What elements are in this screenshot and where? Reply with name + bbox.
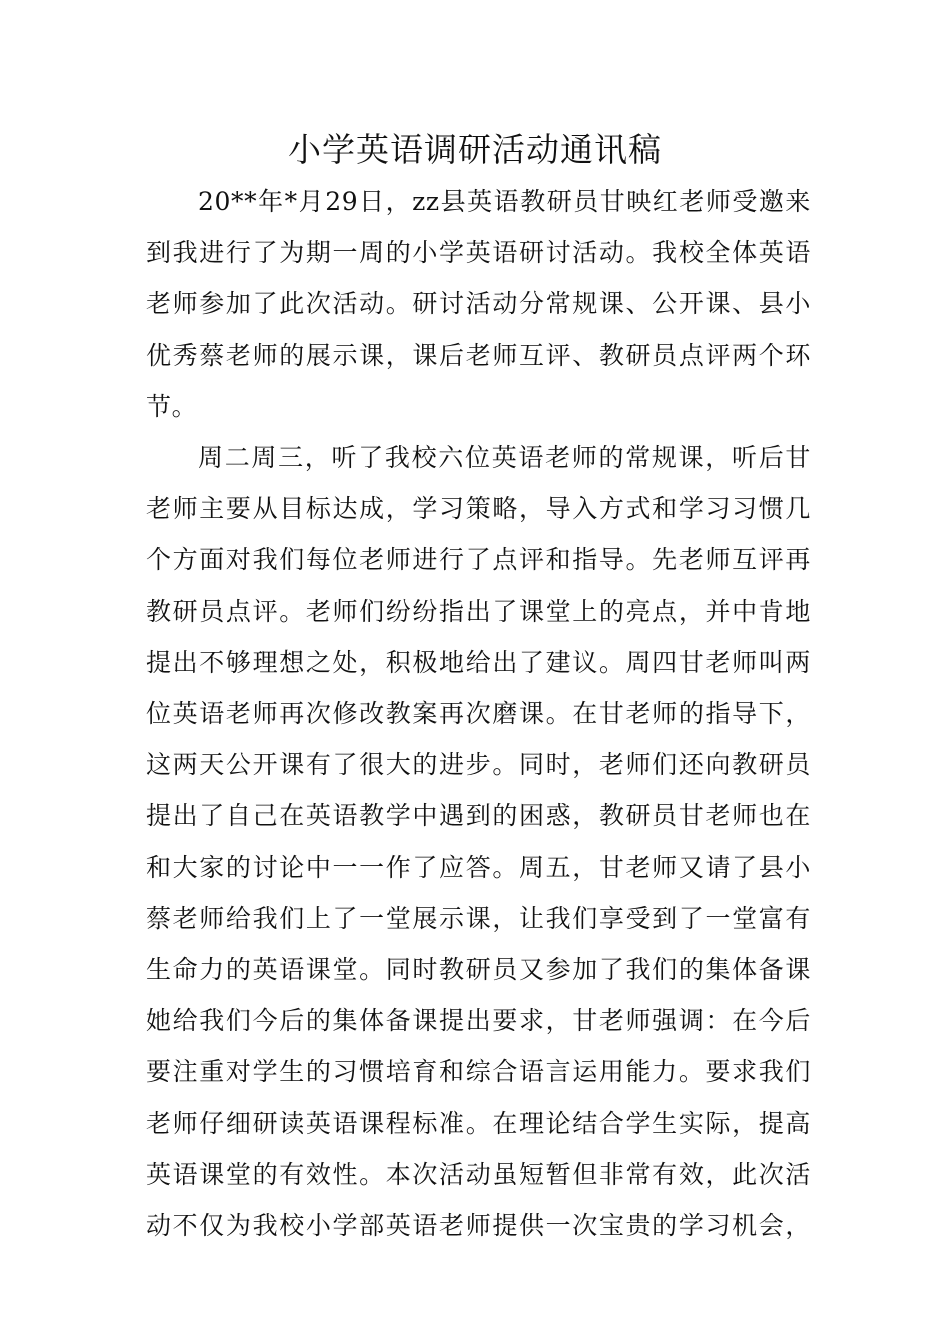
text-line: 蔡老师给我们上了一堂展示课，让我们享受到了一堂富有 (146, 903, 811, 933)
text-line: 老师参加了此次活动。研讨活动分常规课、公开课、县小 (146, 289, 811, 319)
document-body (146, 176, 811, 1251)
text-line: 20**年*月29日，zz县英语教研员甘映红老师受邀来 (198, 187, 811, 216)
text-line: 老师主要从目标达成，学习策略，导入方式和学习习惯几 (146, 494, 811, 524)
text-line: 优秀蔡老师的展示课，课后老师互评、教研员点评两个环 (146, 340, 811, 370)
text-line: 她给我们今后的集体备课提出要求，甘老师强调：在今后 (146, 1006, 811, 1036)
text-line: 节。 (146, 391, 198, 421)
text-line: 生命力的英语课堂。同时教研员又参加了我们的集体备课 (146, 955, 811, 985)
text-line: 老师仔细研读英语课程标准。在理论结合学生实际，提高 (146, 1108, 811, 1138)
text-line: 位英语老师再次修改教案再次磨课。在甘老师的指导下， (146, 699, 811, 729)
text-line: 动不仅为我校小学部英语老师提供一次宝贵的学习机会， (146, 1211, 811, 1241)
text-line: 到我进行了为期一周的小学英语研讨活动。我校全体英语 (146, 238, 811, 268)
paragraph-1 (146, 176, 811, 432)
text-line: 要注重对学生的习惯培育和综合语言运用能力。要求我们 (146, 1057, 811, 1087)
document-title: 小学英语调研活动通讯稿 (288, 130, 662, 169)
text-line: 和大家的讨论中一一作了应答。周五，甘老师又请了县小 (146, 852, 811, 882)
text-line: 英语课堂的有效性。本次活动虽短暂但非常有效，此次活 (146, 1159, 811, 1189)
text-line: 个方面对我们每位老师进行了点评和指导。先老师互评再 (146, 545, 811, 575)
text-line: 提出不够理想之处，积极地给出了建议。周四甘老师叫两 (146, 647, 811, 677)
text-line: 教研员点评。老师们纷纷指出了课堂上的亮点，并中肯地 (146, 596, 811, 626)
paragraph-2 (146, 432, 811, 1251)
text-line: 这两天公开课有了很大的进步。同时，老师们还向教研员 (146, 750, 811, 780)
text-line: 提出了自己在英语教学中遇到的困惑，教研员甘老师也在 (146, 801, 811, 831)
text-line: 周二周三，听了我校六位英语老师的常规课，听后甘 (198, 443, 811, 473)
